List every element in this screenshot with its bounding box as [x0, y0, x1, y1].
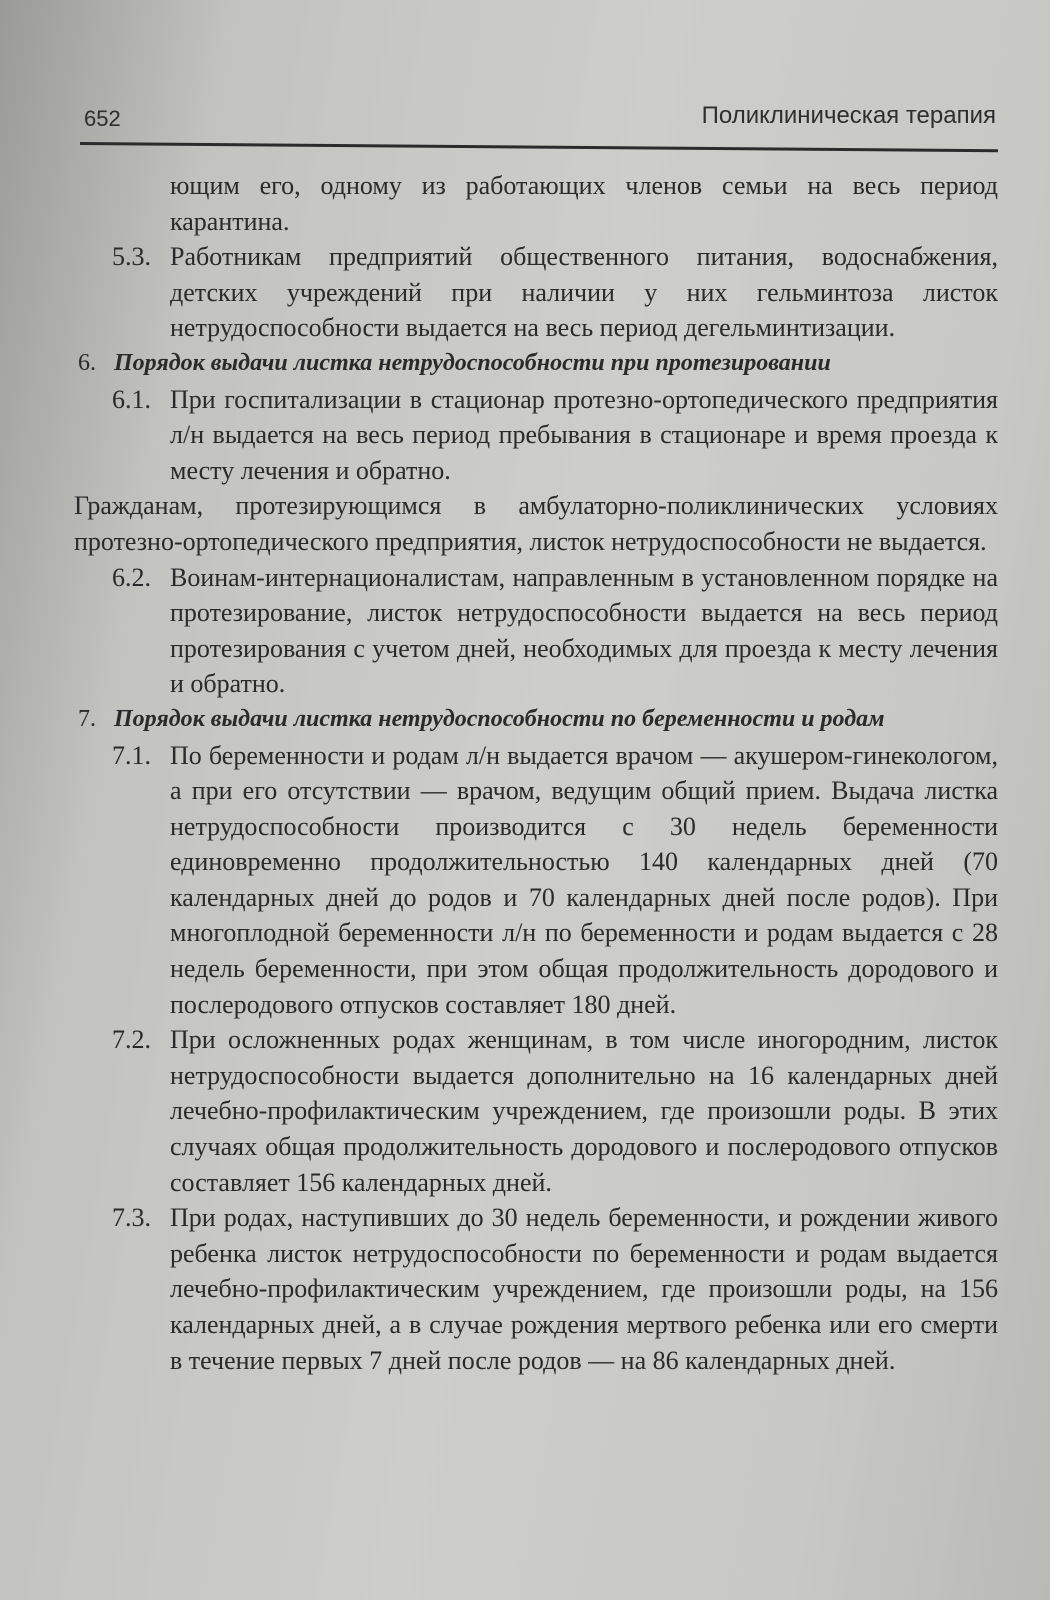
- item-text: По беременности и родам л/н выдается врачом — акушером-гинекологом, а при его отсутствии — врачом, ведущим общий прием. Выдача листка нетрудоспособности производится с 30 недель беременности единовременно продолжительностью 140 календарных дней (70 календарных дней до родов и 70 календарных дней после родов). При многоплодной беременности л/н по беременности и родам выдается с 28 недель беременности, при этом общая продолжительность дородового и послеродового отпусков составляет 180 дней.: [170, 740, 998, 1019]
- item-number: 7.3.: [112, 1203, 151, 1233]
- list-item-6-2: [74, 560, 998, 702]
- item-text: При осложненных родах женщинам, в том числе иногородним, листок нетрудоспособности выдается дополнительно на 16 календарных дней лечебно-профилактическим учреждением, где произошли роды. В этих случаях общая продолжительность дородового и послеродового отпусков составляет 156 календарных дней.: [170, 1025, 998, 1197]
- item-number: 6.2.: [112, 562, 151, 592]
- list-item-7-2: [74, 1022, 998, 1200]
- section-heading-7: [74, 702, 998, 738]
- item-text: При госпитализации в стационар протезно-ортопедического предприятия л/н выдается на весь период пребывания в стационаре и время проезда к месту лечения и обратно.: [170, 384, 998, 485]
- item-number: 5.3.: [112, 242, 151, 272]
- section-title: Порядок выдачи листка нетрудоспособности по беременности и родам: [114, 705, 885, 732]
- item-number: 6.1.: [112, 384, 151, 414]
- list-item-5-3: [74, 239, 998, 346]
- item-text: Работникам предприятий общественного питания, водоснабжения, детских учреждений при наличии у них гельминтоза листок нетрудоспособности выдается на весь период дегельминтизации.: [170, 242, 998, 343]
- item-number: 7.1.: [112, 740, 151, 770]
- item-text: При родах, наступивших до 30 недель беременности, и рождении живого ребенка листок нетрудоспособности по беременности и родам выдается лечебно-профилактическим учреждением, где произошли роды, на 156 календарных дней, а в случае рождения мертвого ребенка или его смерти в течение первых 7 дней после родов — на 86 календарных дней.: [170, 1203, 998, 1375]
- page-number: 652: [84, 106, 121, 131]
- section-number: 6.: [78, 349, 96, 376]
- section-title: Порядок выдачи листка нетрудоспособности при протезировании: [114, 349, 831, 376]
- header-rule: [80, 142, 998, 152]
- list-item-6-1: [74, 382, 998, 489]
- page-header: [84, 98, 996, 142]
- page-body: [74, 168, 998, 1378]
- running-title: Поликлиническая терапия: [701, 102, 996, 129]
- item-number: 7.2.: [112, 1025, 151, 1055]
- carryover-paragraph: ющим его, одному из работающих членов семьи на весь период карантина.: [170, 171, 998, 236]
- paragraph-6: Гражданам, протезирующимся в амбулаторно-поликлинических условиях протезно-ортопедического предприятия, листок нетрудоспособности не выдается.: [74, 491, 998, 556]
- list-item-7-3: [74, 1200, 998, 1378]
- section-number: 7.: [78, 705, 96, 732]
- section-heading-6: [74, 346, 998, 382]
- list-item-7-1: [74, 738, 998, 1023]
- item-text: Воинам-интернационалистам, направленным в установленном порядке на протезирование, листок нетрудоспособности выдается на весь период протезирования с учетом дней, необходимых для проезда к месту лечения и обратно.: [170, 562, 998, 699]
